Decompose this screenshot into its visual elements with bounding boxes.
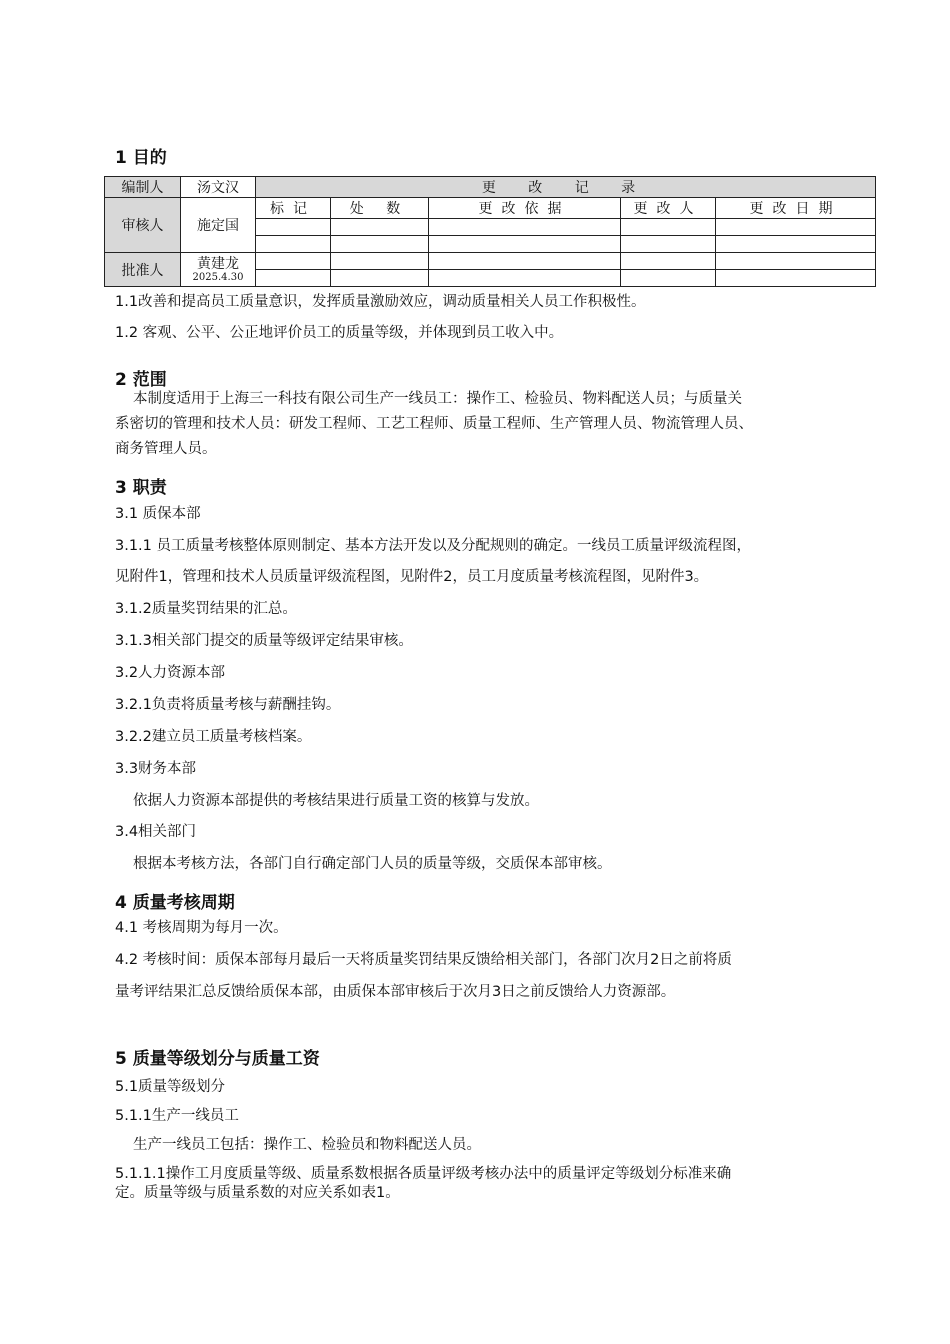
paragraph-5-1-1-1-line-1: 5.1.1.1操作工月度质量等级、质量系数根据各质量评级考核办法中的质量评定等级划分标准来确	[115, 1166, 732, 1182]
change-record-table	[104, 176, 876, 287]
table-row	[105, 198, 876, 219]
table-cell	[331, 236, 429, 253]
paragraph-2-line-1: 本制度适用于上海三一科技有限公司生产一线员工：操作工、检验员、物料配送人员；与质量关	[133, 391, 742, 407]
section-5-title: 5 质量等级划分与质量工资	[115, 1049, 320, 1069]
table-cell	[716, 236, 876, 253]
paragraph-2-line-3: 商务管理人员。	[115, 441, 217, 457]
table-cell	[256, 270, 331, 287]
table-cell	[716, 253, 876, 270]
paragraph-3-4: 3.4相关部门	[115, 824, 197, 840]
paragraph-4-2-line-2: 量考评结果汇总反馈给质保本部，由质保本部审核后于次月3日之前反馈给人力资源部。	[115, 984, 676, 1000]
paragraph-1-1: 1.1改善和提高员工质量意识，发挥质量激励效应，调动质量相关人员工作积极性。	[115, 294, 646, 310]
paragraph-2-line-2: 系密切的管理和技术人员：研发工程师、工艺工程师、质量工程师、生产管理人员、物流管理人员、	[115, 416, 753, 432]
section-3-title: 3 职责	[115, 478, 167, 498]
paragraph-5-1: 5.1质量等级划分	[115, 1079, 226, 1095]
paragraph-3-2-1: 3.2.1负责将质量考核与薪酬挂钩。	[115, 697, 341, 713]
table-cell	[429, 253, 621, 270]
paragraph-5-1-1-1-line-2: 定。质量等级与质量系数的对应关系如表1。	[115, 1185, 400, 1201]
paragraph-3-3-body: 依据人力资源本部提供的考核结果进行质量工资的核算与发放。	[133, 793, 539, 809]
section-1-title: 1 目的	[115, 148, 167, 168]
section-4-title: 4 质量考核周期	[115, 893, 235, 913]
approver-cell	[181, 253, 256, 287]
table-cell	[621, 270, 716, 287]
table-cell	[429, 270, 621, 287]
col-count-header: 处 数	[331, 198, 429, 219]
paragraph-4-1: 4.1 考核周期为每月一次。	[115, 920, 288, 936]
table-cell	[621, 219, 716, 236]
paragraph-3-1-3: 3.1.3相关部门提交的质量等级评定结果审核。	[115, 633, 413, 649]
table-cell	[331, 270, 429, 287]
paragraph-3-3: 3.3财务本部	[115, 761, 197, 777]
col-date-header: 更改日期	[716, 198, 876, 219]
table-cell	[256, 253, 331, 270]
compiler-name: 汤文汉	[181, 177, 256, 198]
table-cell	[716, 270, 876, 287]
paragraph-4-2-line-1: 4.2 考核时间：质保本部每月最后一天将质量奖罚结果反馈给相关部门，各部门次月2日之前将质	[115, 952, 732, 968]
paragraph-5-1-1: 5.1.1生产一线员工	[115, 1108, 239, 1124]
reviewer-name: 施定国	[181, 198, 256, 253]
paragraph-3-2-2: 3.2.2建立员工质量考核档案。	[115, 729, 312, 745]
paragraph-3-1-1-line-2: 见附件1，管理和技术人员质量评级流程图，见附件2，员工月度质量考核流程图，见附件3。	[115, 569, 709, 585]
table-row	[105, 177, 876, 198]
table-cell	[256, 219, 331, 236]
paragraph-3-4-body: 根据本考核方法，各部门自行确定部门人员的质量等级，交质保本部审核。	[133, 856, 612, 872]
paragraph-3-1-1-line-1: 3.1.1 员工质量考核整体原则制定、基本方法开发以及分配规则的确定。一线员工质量评级流程图，	[115, 538, 751, 554]
table-row	[105, 253, 876, 270]
approver-name: 黄建龙	[197, 255, 239, 272]
table-cell	[621, 236, 716, 253]
col-basis-header: 更改依据	[429, 198, 621, 219]
col-mark-header: 标记	[256, 198, 331, 219]
paragraph-3-2: 3.2人力资源本部	[115, 665, 226, 681]
section-2-title: 2 范围	[115, 370, 167, 390]
table-cell	[621, 253, 716, 270]
table-cell	[429, 236, 621, 253]
change-record-label: 更 改 记 录	[256, 177, 876, 198]
approve-date: 2025.4.30	[192, 271, 244, 283]
table-cell	[716, 219, 876, 236]
table-cell	[331, 219, 429, 236]
paragraph-5-1-1-body: 生产一线员工包括：操作工、检验员和物料配送人员。	[133, 1137, 481, 1153]
paragraph-3-1: 3.1 质保本部	[115, 506, 201, 522]
reviewer-label: 审核人	[105, 198, 181, 253]
table-cell	[256, 236, 331, 253]
approver-label: 批准人	[105, 253, 181, 287]
paragraph-3-1-2: 3.1.2质量奖罚结果的汇总。	[115, 601, 297, 617]
paragraph-1-2: 1.2 客观、公平、公正地评价员工的质量等级，并体现到员工收入中。	[115, 325, 564, 341]
compiler-label: 编制人	[105, 177, 181, 198]
table-cell	[429, 219, 621, 236]
col-changer-header: 更改人	[621, 198, 716, 219]
table-cell	[331, 253, 429, 270]
